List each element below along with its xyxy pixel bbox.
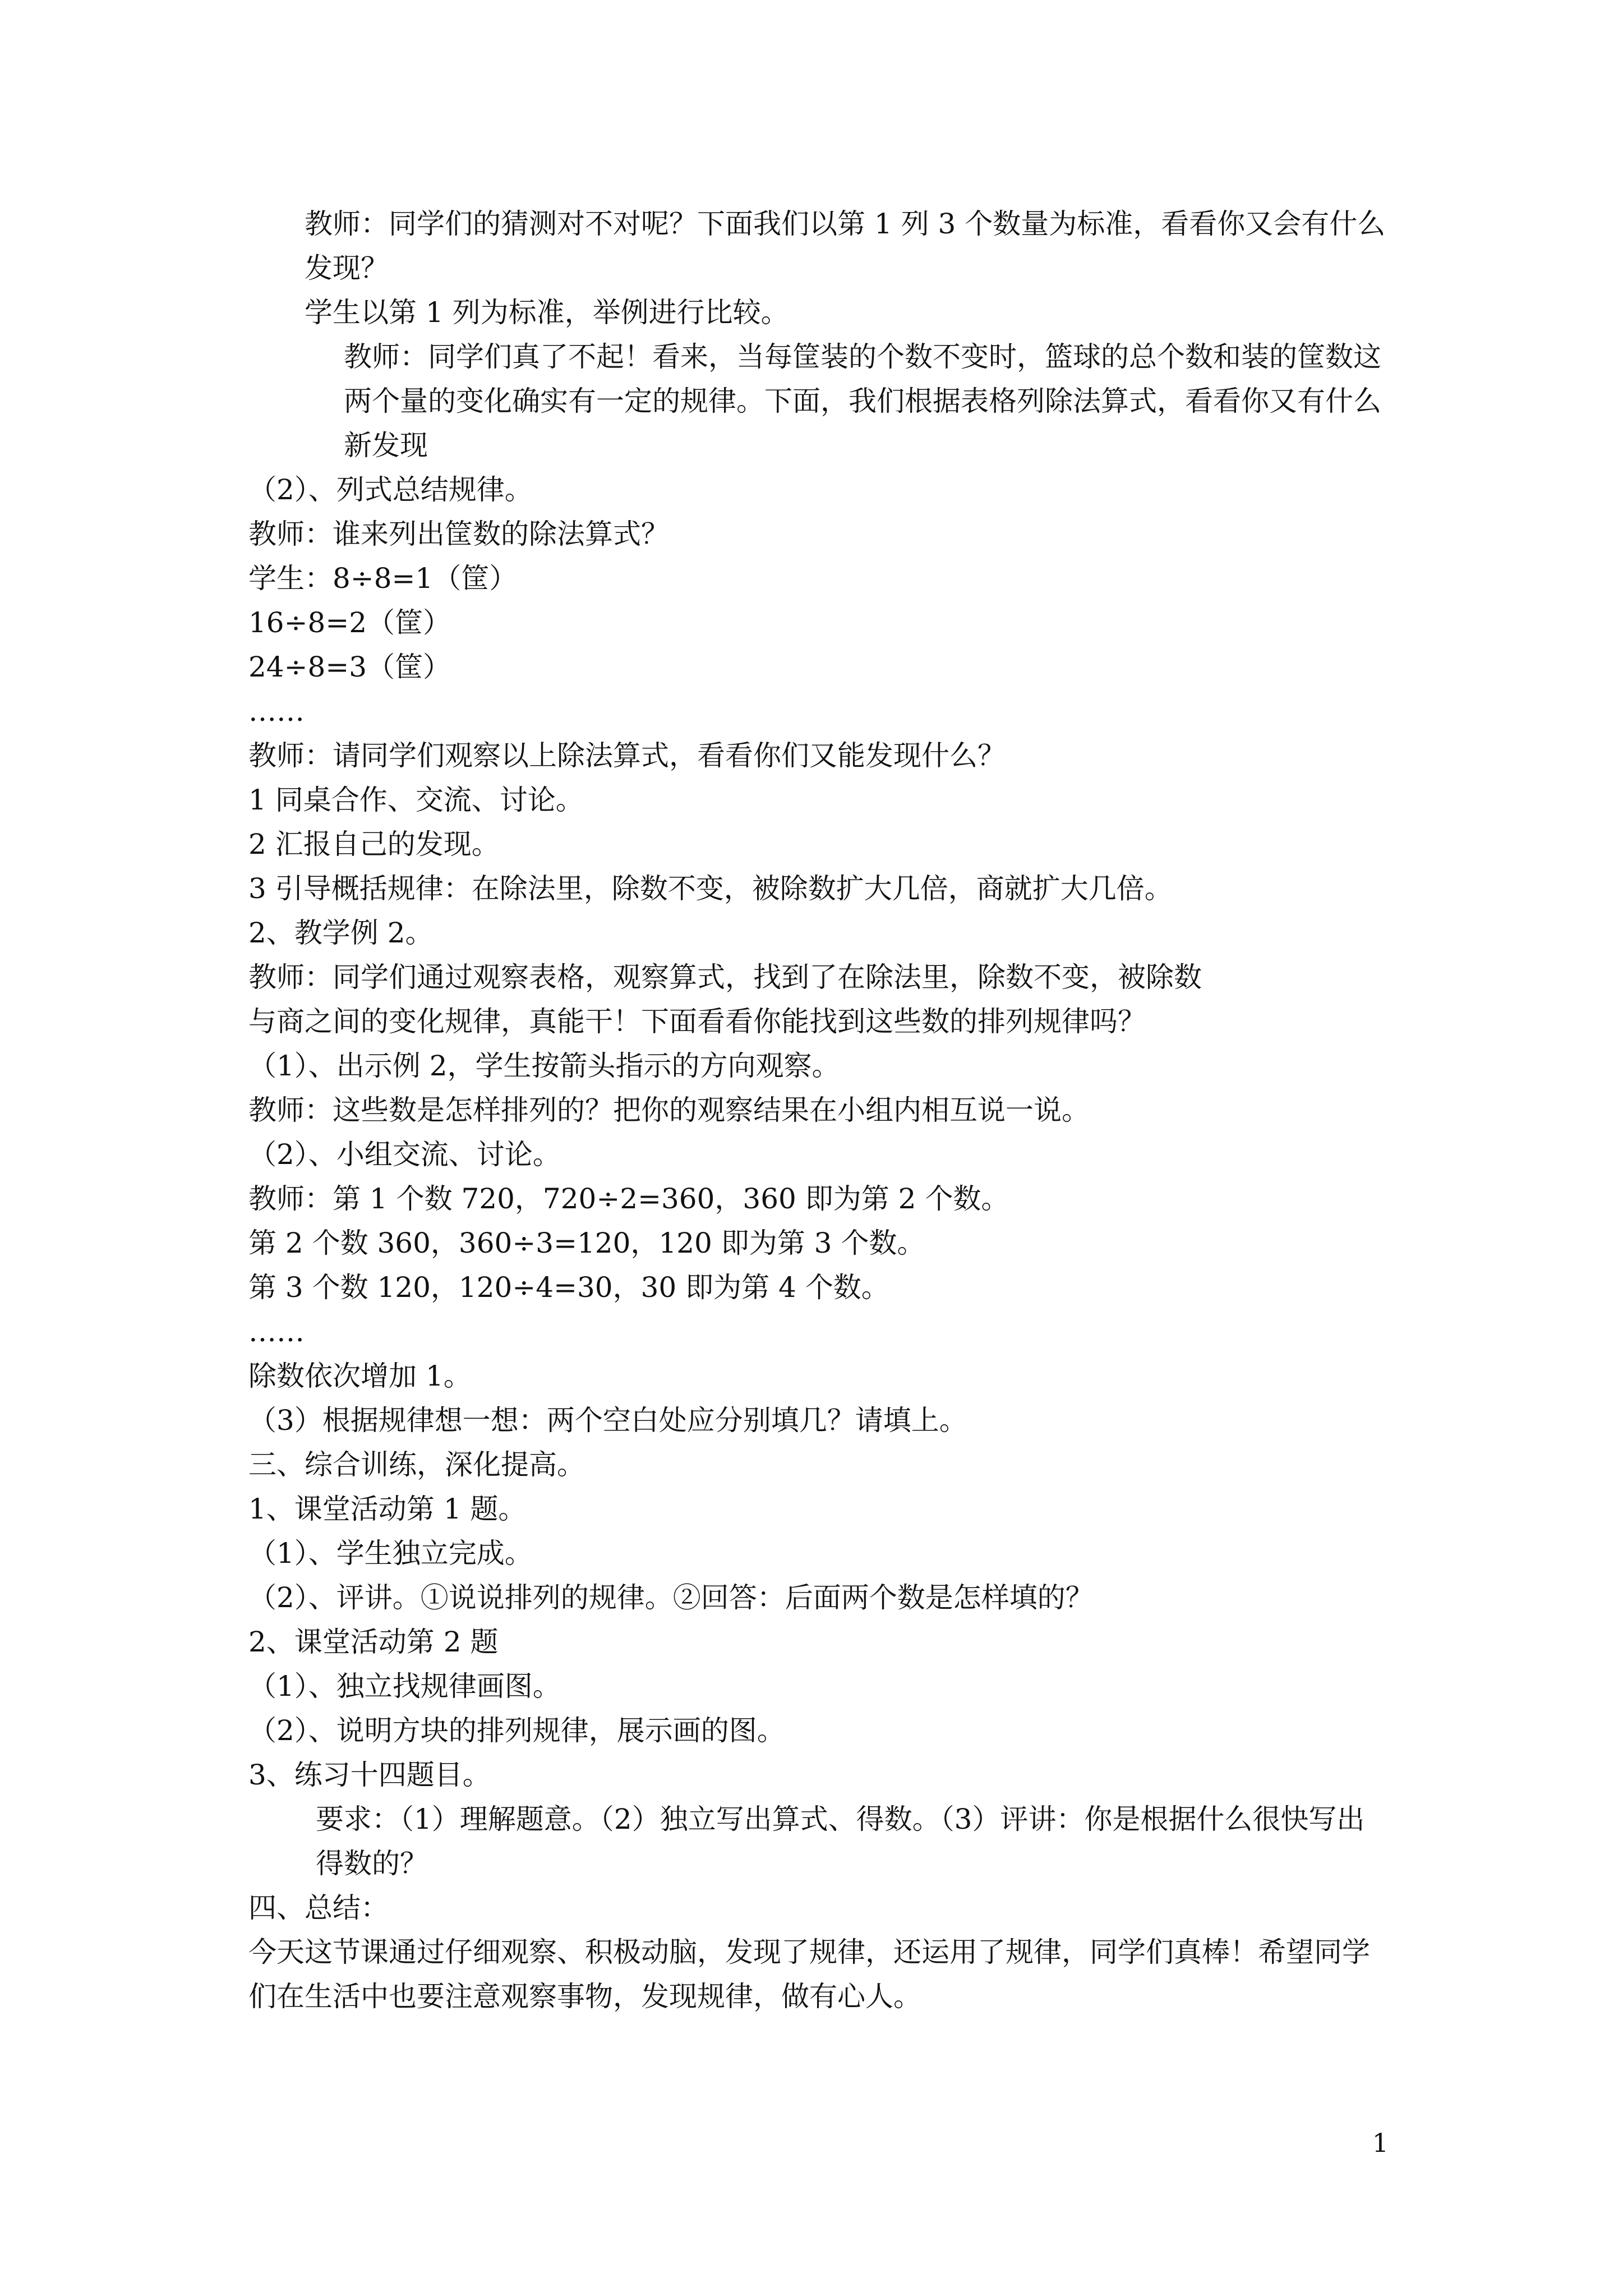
paragraph: 1、课堂活动第 1 题。 xyxy=(248,1493,527,1525)
paragraph: 学生以第 1 列为标准，举例进行比较。 xyxy=(305,296,789,329)
paragraph: 3 引导概括规律：在除法里，除数不变，被除数扩大几倍，商就扩大几倍。 xyxy=(248,872,1173,905)
paragraph: 教师：这些数是怎样排列的？把你的观察结果在小组内相互说一说。 xyxy=(248,1094,1090,1126)
paragraph: （1）、出示例 2，学生按箭头指示的方向观察。 xyxy=(248,1050,840,1082)
paragraph: 24÷8=3（筐） xyxy=(248,651,451,683)
paragraph: 学生：8÷8=1（筐） xyxy=(248,562,518,595)
paragraph: 除数依次增加 1。 xyxy=(248,1360,472,1392)
paragraph: 与商之间的变化规律，真能干！下面看看你能找到这些数的排列规律吗？ xyxy=(248,1005,1146,1038)
paragraph: 3、练习十四题目。 xyxy=(248,1759,491,1791)
paragraph: 教师：同学们的猜测对不对呢？下面我们以第 1 列 3 个数量为标准，看看你又会有什么发现？ xyxy=(305,208,1386,284)
paragraph: 要求：（1）理解题意。（2）独立写出算式、得数。（3）评讲：你是根据什么很快写出得数的？ xyxy=(316,1803,1365,1880)
paragraph: 第 2 个数 360，360÷3=120，120 即为第 3 个数。 xyxy=(248,1227,925,1259)
paragraph: 16÷8=2（筐） xyxy=(248,606,451,639)
document-body xyxy=(248,202,1390,2019)
paragraph: 第 3 个数 120，120÷4=30，30 即为第 4 个数。 xyxy=(248,1271,889,1304)
section-heading: 三、综合训练，深化提高。 xyxy=(248,1448,585,1481)
paragraph: 1 同桌合作、交流、讨论。 xyxy=(248,784,584,816)
paragraph: （2）、说明方块的排列规律，展示画的图。 xyxy=(248,1714,785,1747)
ellipsis-line: …… xyxy=(248,1315,305,1348)
paragraph: （1）、独立找规律画图。 xyxy=(248,1670,561,1703)
paragraph: 教师：请同学们观察以上除法算式，看看你们又能发现什么？ xyxy=(248,739,1006,772)
paragraph: 教师：同学们真了不起！看来，当每筐装的个数不变时，篮球的总个数和装的筐数这两个量的变化确实有一定的规律。下面，我们根据表格列除法算式，看看你又有什么新发现 xyxy=(344,341,1381,462)
page-number: 1 xyxy=(1372,2128,1389,2158)
paragraph: 2、课堂活动第 2 题 xyxy=(248,1626,499,1658)
paragraph: （1）、学生独立完成。 xyxy=(248,1537,533,1570)
paragraph: 2 汇报自己的发现。 xyxy=(248,828,500,861)
paragraph: 今天这节课通过仔细观察、积极动脑，发现了规律，还运用了规律，同学们真棒！希望同学们在生活中也要注意观察事物，发现规律，做有心人。 xyxy=(248,1936,1370,2013)
paragraph: 2、教学例 2。 xyxy=(248,917,434,949)
paragraph: （2）、小组交流、讨论。 xyxy=(248,1138,561,1171)
paragraph: （3）根据规律想一想：两个空白处应分别填几？请填上。 xyxy=(248,1404,967,1437)
paragraph: 教师：第 1 个数 720，720÷2=360，360 即为第 2 个数。 xyxy=(248,1182,1009,1215)
paragraph: （2）、评讲。①说说排列的规律。②回答：后面两个数是怎样填的？ xyxy=(248,1581,1094,1614)
paragraph: 教师：同学们通过观察表格，观察算式，找到了在除法里，除数不变，被除数 xyxy=(248,961,1202,993)
paragraph: （2）、列式总结规律。 xyxy=(248,473,533,506)
section-heading: 四、总结： xyxy=(248,1892,389,1924)
ellipsis-line: …… xyxy=(248,695,305,728)
paragraph: 教师：谁来列出筐数的除法算式？ xyxy=(248,518,669,550)
